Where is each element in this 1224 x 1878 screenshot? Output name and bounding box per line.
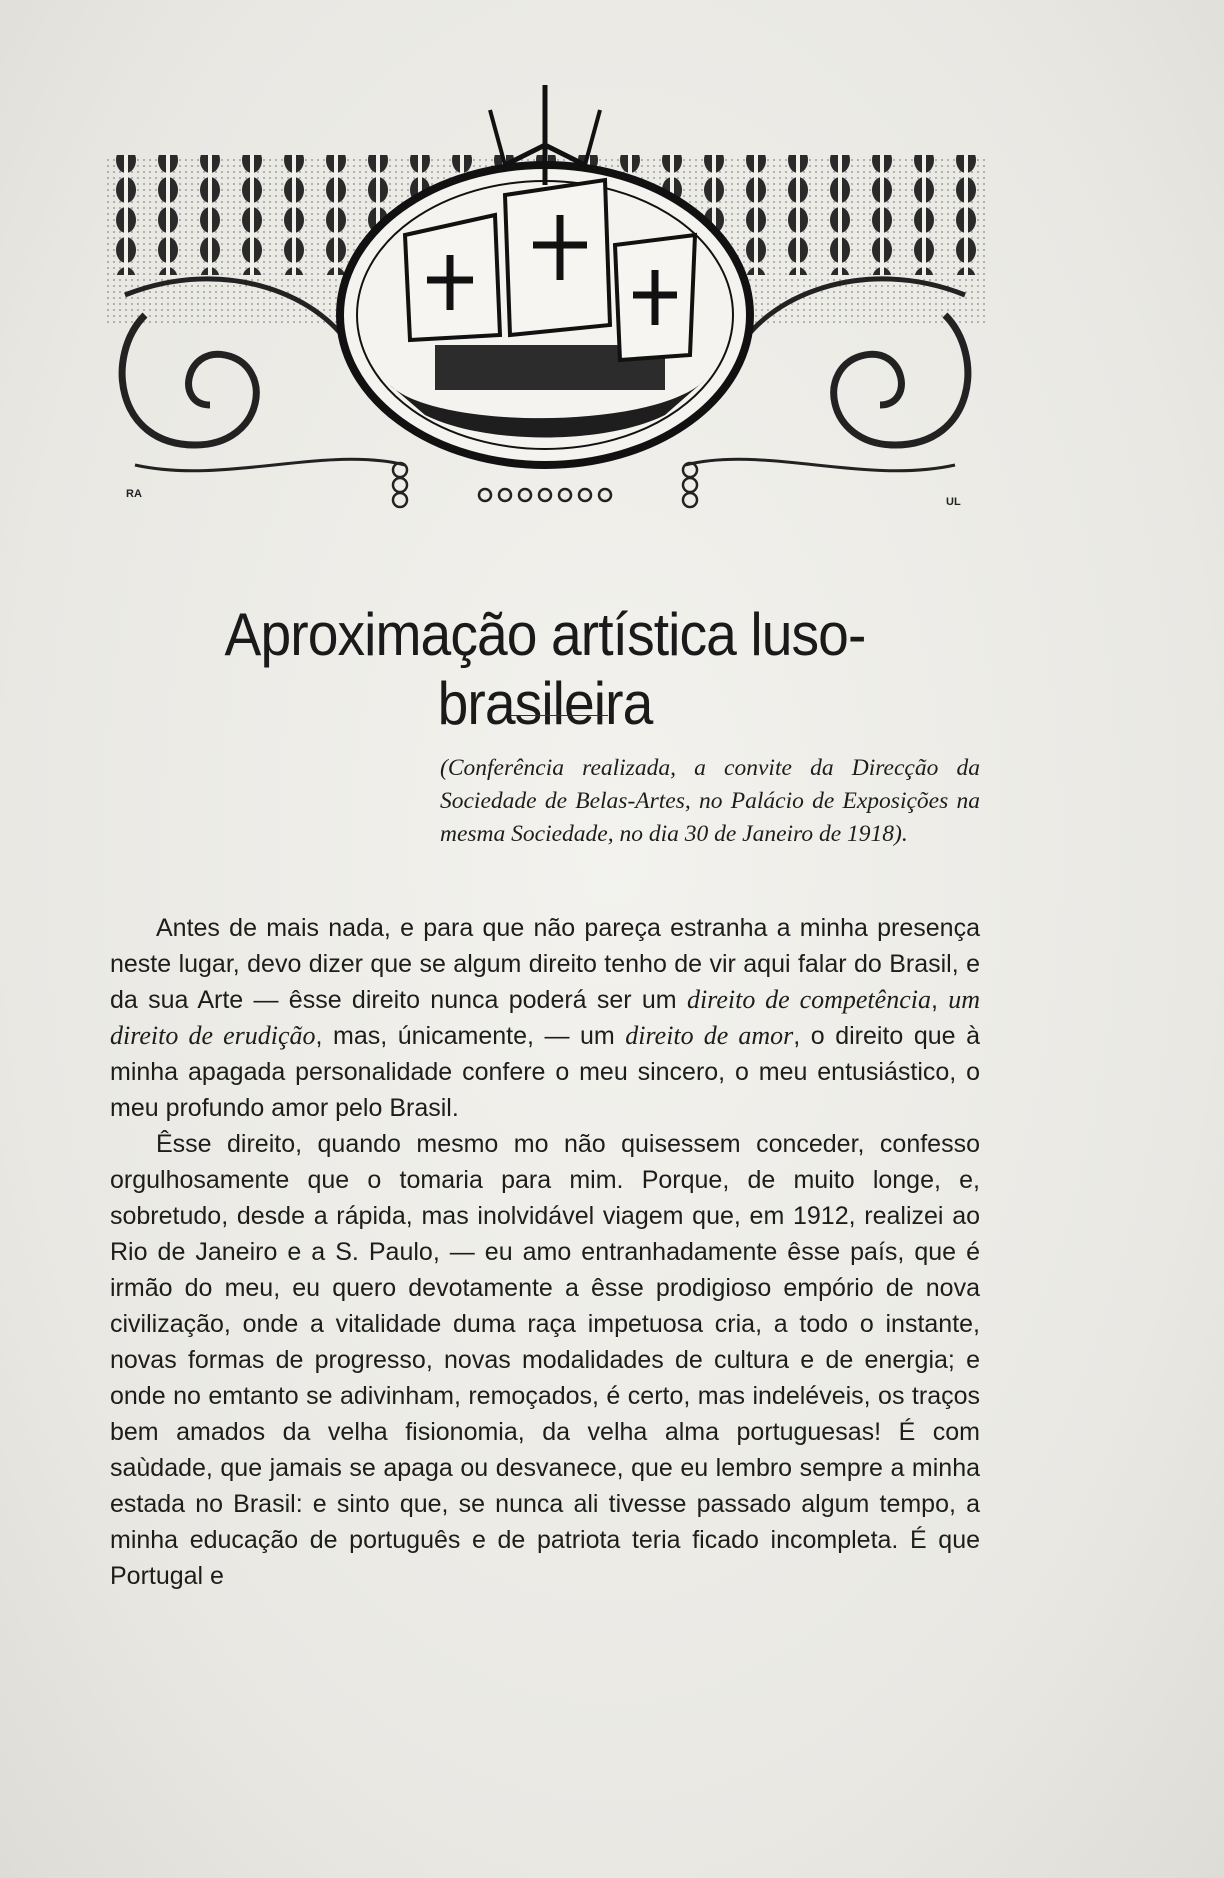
paragraph-1 bbox=[110, 910, 980, 1126]
caravel-ornament-illustration bbox=[105, 85, 985, 525]
chapter-title: Aproximação artística luso-brasileira bbox=[224, 601, 866, 737]
paragraph-1-text-c: , mas, únicamente, — um bbox=[315, 1022, 626, 1050]
illustrator-initials-right: UL bbox=[946, 496, 961, 508]
title-divider bbox=[510, 715, 608, 716]
paragraph-2: Êsse direito, quando mesmo mo não quisessem conceder, confesso orgulhosamente que o tomaria para mim. Porque, de muito longe, e, sobretudo, desde a rápida, mas inolvidável viagem que, em 1912, realizei ao Rio de Janeiro e a S. Paulo, — eu amo entranhadamente êsse país, que é irmão do meu, eu quero devotamente a êsse prodigioso empório de nova civilização, onde a vitalidade duma raça impetuosa cria, a todo o instante, novas formas de progresso, novas modalidades de cultura e de energia; e onde no emtanto se adivinham, remoçados, é certo, mas indeléveis, os traços bem amados da velha fisionomia, da velha alma portuguesas! É com saùdade, que jamais se apaga ou desvanece, que eu lembro sempre a minha estada no Brasil: e sinto que, se nunca ali tivesse passado algum tempo, a minha educação de português e de patriota teria ficado incompleta. É que Portugal e bbox=[110, 1130, 980, 1590]
emphasis-competencia: direito de competência bbox=[686, 985, 931, 1014]
paragraph-1-text-a: Antes de mais nada, e para que não pareça estranha a minha presença neste lugar, devo dizer que se algum direito tenho de vir aqui falar do Brasil, e da sua Arte — êsse direito nunca poderá ser um bbox=[110, 914, 980, 1014]
emphasis-amor: direito de amor bbox=[625, 1021, 794, 1050]
body-text bbox=[110, 910, 980, 1594]
lecture-note: (Conferência realizada, a convite da Direcção da Sociedade de Belas-Artes, no Palácio de Exposições na mesma Sociedade, no dia 30 de Janeiro de 1918). bbox=[440, 755, 980, 847]
paragraph-1-text-d: , o direito que à minha apagada personalidade confere o meu sincero, o meu entusiástico, o meu profundo amor pelo Brasil. bbox=[110, 1022, 981, 1122]
paragraph-1-text-b: , bbox=[930, 986, 949, 1014]
emphasis-erudicao: um direito de erudição bbox=[110, 985, 980, 1050]
illustrator-initials-left: RA bbox=[126, 488, 142, 500]
